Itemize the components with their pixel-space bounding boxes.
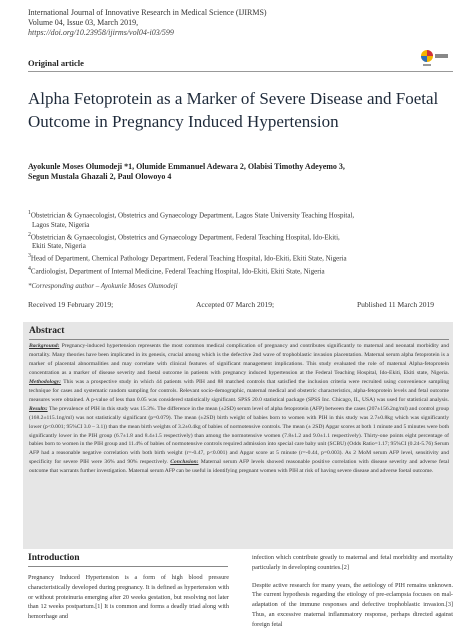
introduction-divider: [28, 566, 228, 567]
article-type-label: Original article: [28, 58, 84, 68]
affiliation-continuation: Lagos State, Nigeria: [32, 220, 90, 229]
introduction-left-column: Pregnancy Induced Hypertension is a form of high blood pressure characteristically developed during pregnancy. It is defined as hypertension with or without proteinuria emerging after 20 weeks gestation, but resolving not later than 12 weeks postpartum.[1] It is common and forms a deadly triad along with hemorrhage and: [28, 574, 229, 621]
affiliation-number: 2: [28, 231, 31, 238]
article-title: Alpha Fetoprotein as a Marker of Severe Disease and Foetal Outcome in Pregnancy Induced Hypertension: [28, 89, 439, 131]
methodology-label: Methodology:: [29, 378, 62, 385]
published-date: Published 11 March 2019: [357, 300, 435, 309]
affiliation-number: 3: [28, 253, 31, 260]
abstract-heading: Abstract: [29, 326, 65, 336]
introduction-right-column: [252, 553, 453, 630]
affiliation-2: [28, 231, 453, 252]
affiliations: [28, 209, 453, 277]
journal-volume: Volume 04, Issue 03, March 2019,: [28, 18, 139, 27]
received-date: Received 19 February 2019;: [28, 300, 114, 309]
corresponding-author: *Corresponding author – Ayokunle Moses Olumodeji: [28, 282, 178, 290]
affiliation-1: [28, 209, 453, 230]
abstract-divider: [29, 339, 449, 340]
accepted-date: Accepted 07 March 2019;: [196, 300, 275, 309]
journal-header: [28, 8, 267, 38]
methodology-text: This was a prospective study in which 44 patients with PIH and 88 matched controls that satisfied the inclusion criteria were recruited using convenience sampling technique for cases and systematic random sampling for controls. Relevant socio-demographic, maternal medical and obstetric characteristics, alpha-fetoprotein levels and fetal outcome measures were obtained. A p-value of less than 0.05 was considered statistically significant. SPSS 20.0 statistical package (SPSS Inc. Chicago, IL, USA) was used for statistical analysis.: [29, 378, 449, 403]
affiliation-number: 4: [28, 265, 31, 272]
authors-line-2: Segun Mustala Ghazali 2, Paul Olowoyo 4: [28, 172, 172, 181]
author-list: [28, 162, 448, 182]
introduction-heading: Introduction: [28, 553, 80, 563]
affiliation-number: 1: [28, 210, 31, 216]
affiliation-text: Obstetrician & Gynaecologist, Obstetrics and Gynaecology Department, Federal Teaching Hospital, Ido-Ekiti,: [30, 233, 340, 242]
affiliation-3: [28, 252, 453, 264]
results-text: The prevalence of PIH in this study was 15.3%. The difference in the mean (±2SD) serum level of alpha fetoprotein (AFP) between the cases (207±156.2ng/ml) and control group (168.2±115.1ng/ml) was not statistically significant (p=0.079). The mean (±2SD) birth weight of babies born to women with PIH in this study was 2.7±0.8kg which was significantly lower (p<0.001; 95%CI 3.0 – 3.1)) than the mean birth weights of 3.2±0.4kg of babies of normotensive controls. The mean (± 2SD) Apgar scores at both 1 minute and 5 minutes were both significantly lower in the PIH group (6.7±1.8 and 8.4±1.5 respectively) than among the normotensive women (7.8±1.2 and 9.0±1.1 respectively). Thirty-one points eight percentage of babies born to women in the PIH group and 11.4% of babies of normotensive controls required admission into special care baby unit (SCBU) (Odds Ratio=1.17; 95%CI (0.24-5.76) Serum AFP had a reasonable negative correlation with both birth weight (r=-0.47, p<0.001) and Apgar score at 5 minute (r=-0.44, p=0.003). As 2 MoM serum AFP level, sensitivity and specificity for severe PIH were 36% and 90% respectively.: [29, 405, 449, 466]
journal-name: International Journal of Innovative Research in Medical Science (IJIRMS): [28, 8, 267, 17]
introduction-paragraph: Despite active research for many years, the aetiology of PIH remains unknown. The current hypothesis regarding the etiology of pre-eclampsia focuses on mal-adaptation of the immune responses and defective trophoblastic invasion.[3] Thus, an excessive maternal inflammatory response, perhaps directed against foreign fetal: [252, 581, 453, 628]
affiliation-text: Obstetrician & Gynaecologist, Obstetrics and Gynaecology Department, Lagos State University Teaching Hospital,: [30, 211, 355, 220]
authors-line-1: Ayokunle Moses Olumodeji *1, Olumide Emmanuel Adewara 2, Olabisi Timothy Adeyemo 3,: [28, 162, 345, 171]
crossmark-icon[interactable]: [420, 48, 450, 68]
conclusion-text: Maternal serum AFP levels showed reasonable positive correlation with disease severity and adverse fetal outcome that warrants further investigation. Maternal serum AFP can be useful in identifying pregnant women with PIH at risk of having severe disease and adverse foetal outcome.: [29, 459, 449, 475]
background-label: Background:: [29, 343, 60, 349]
results-label: Results:: [29, 405, 48, 412]
affiliation-text: Cardiologist, Department of Internal Medicine, Federal Teaching Hospital, Ido-Ekiti, Ekiti State, Nigeria: [30, 267, 325, 276]
affiliation-text: Head of Department, Chemical Pathology Department, Federal Teaching Hospital, Ido-Ekiti, Ekiti State, Nigeria: [30, 254, 347, 263]
doi-link[interactable]: https://doi.org/10.23958/ijirms/vol04-i03/599: [28, 28, 174, 37]
affiliation-4: [28, 265, 453, 277]
background-text: Pregnancy-induced hypertension represents the most common medical complication of pregnancy and contributes significantly to maternal and neonatal morbidity and mortality. Many theories have been implicated in its genesis, crucial among which is the defective 2nd wave of trophoblastic invasion placentation. Maternal serum alpha fetoprotein is a marker of placental abnormalities and may correlate with clinical features of significant management implications. This study evaluated the role of maternal Alpha-fetoprotein concentration as a marker of disease severity and foetal outcome in patients with pregnancy induced hypertension at the Federal Teaching Hospital, Ido-Ekiti, Ekiti state, Nigeria.: [29, 343, 449, 376]
header-divider: [28, 71, 453, 72]
abstract-text: [29, 342, 449, 476]
introduction-paragraph: infection which contribute greatly to maternal and fetal morbidity and mortality particularly in developing countries.[2]: [252, 554, 453, 571]
affiliation-continuation: Ekiti State, Nigeria: [32, 242, 86, 251]
conclusion-label: Conclusion:: [170, 459, 199, 466]
